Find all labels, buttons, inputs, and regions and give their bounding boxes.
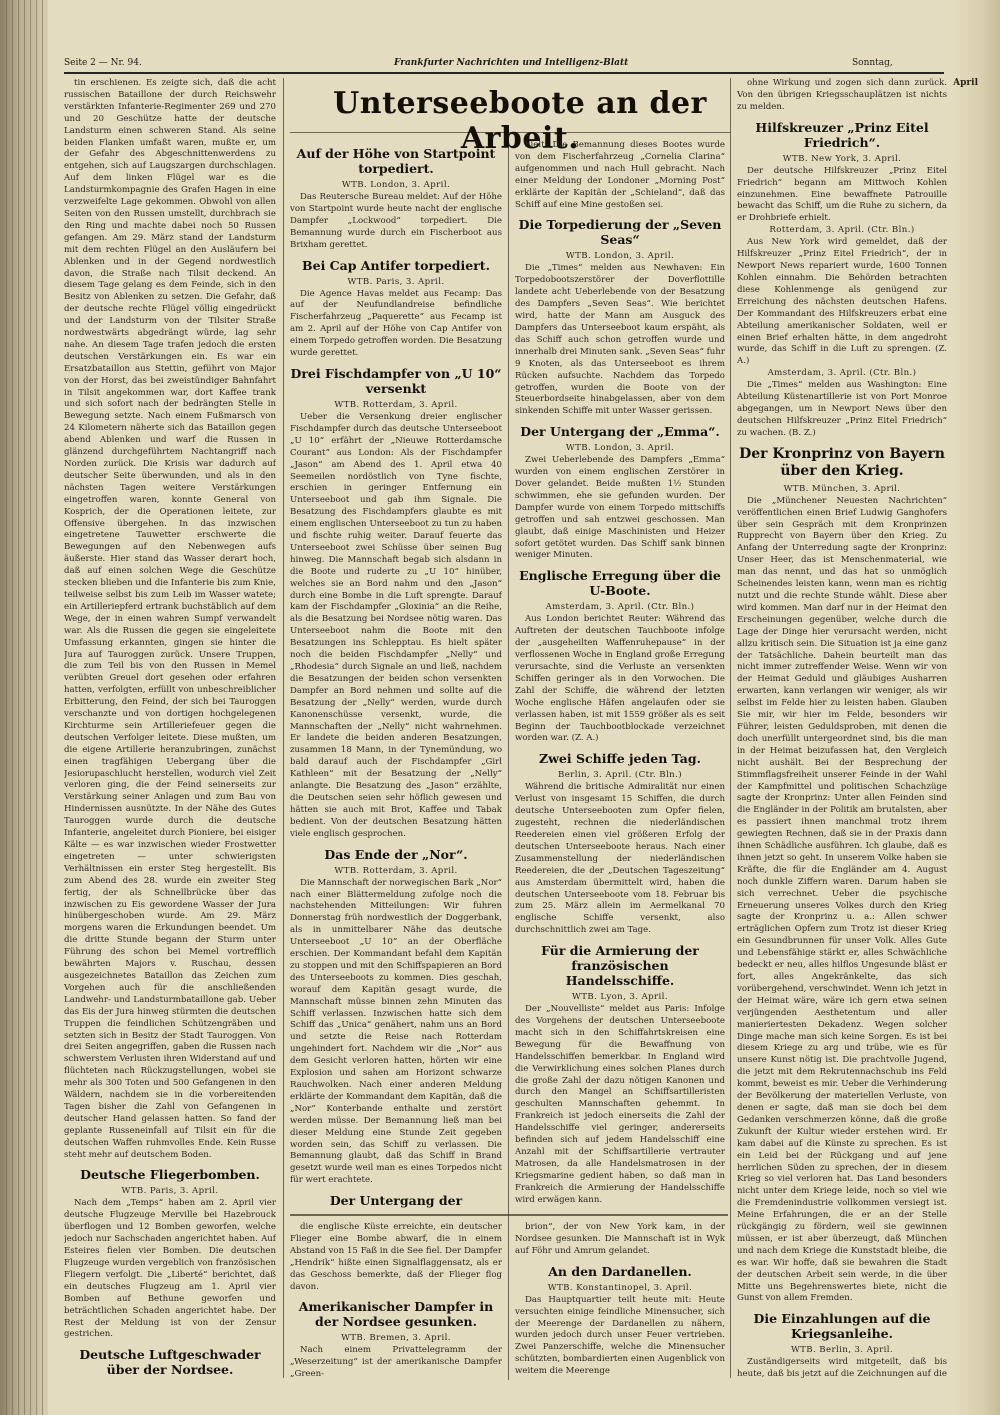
article-text: brion“, der von New York kam, in der Nordsee gesunken. Die Mannschaft ist in Wyk auf Föhr und Amrum gelandet.	[515, 1222, 725, 1256]
page-binding	[0, 0, 48, 1415]
dateline: WTB. München, 3. April.	[783, 483, 901, 494]
article-landsturm: tin erschienen. Es zeigte sich, daß die acht russischen Bataillone der durch Reichswehr verstärkten Infanterie-Regimenter 269 und 270 und 20 Geschütze hatte der deutsche Landsturm einen schweren Stand. Als seine beiden Flanken umfaßt waren, mußte er, um der Gefahr des Abgeschnittenwerdens zu entgehen, sich auf Laugszargen durchschlagen. Auf dem linken Flügel war es die Landsturmkompagnie des Grafen Hagen in eine verzweifelte Lage gekommen. Obwohl von allen Seiten von den Russen umstellt, durchbrach sie den Ring und machte dabei noch 50 Russen gefangen. Am 29. März stand der Landsturm mit dem rechten Flügel an den Ausläufern bei Ablenken und in der Gegend nordwestlich davon, die Straße nach Tilsit deckend. An diesem Tage gelang es dem Feinde, sich in den Besitz von Ablenken zu setzen. Die Gefahr, daß der deutsche rechte Flügel völlig eingedrückt und der Landsturm von der Tilsiter Straße nordwestwärts abgedrängt würde, lag sehr nahe. An diesem Tage trafen jedoch die ersten deutschen Verstärkungen ein. Es war ein Ersatzbataillon aus Stettin, geführt von Major von der Horst, das bei zweistündiger Bahnfahrt in Tilsit angekommen war, dort Kaffee trank und sich sofort nach der bedrängten Stelle in Bewegung setzte. Nach einem Fußmarsch von 24 Kilometern näherte sich das Bataillon gegen abend Ablenken und warf die Russen in glänzend durchgeführtem Nachtangriff nach Norden zurück. Die Krisis war dadurch auf deutscher Seite überwunden, und als in den nächsten Tagen weitere Verstärkungen eingetroffen waren, konnte General von Kosprich, der die Operationen leitete, zur Offensive übergehen. In das inzwischen eingetretene Tauwetter erschwerte die Bewegungen auf den Nebenwegen aufs äußerste. Hier stand das Wasser derart hoch, daß auf einen solchen Wege die Geschütze stecken blieben und die Infanterie bis zum Knie, teilweise selbst bis zum Leib im Wasser watete; ein Artilleriepferd ertrank buchstäblich auf dem Wege, der in einen wahren Sumpf verwandelt war. Als die Russen die gegen sie eingeleitete Umfassung erkannten, gingen sie hinter die Jura auf Tauroggen zurück. Unsere Truppen, die zum Teil bis von den Russen in Memel verübten Greuel dort gesehen oder erfahren hatten, verfolgten, erfüllt von unbeschreiblicher Erbitterung, den Feind, der sich bei Tauroggen verschanzte und von dortigen hochgelegenen Kirchturme sein Artilleriefeuer gegen die deutschen Verfolger leitete. Diese mußten, um die eigene Artillerie heranzubringen, zunächst einen tragfähigen Uebergang über die Jesiorupaschlucht herstellen, wodurch viel Zeit verloren ging, die der Feind seinerseits zur Verstärkung seiner Anlagen und zum Bau von Hindernissen ausnützte. In der Nähe des Gutes Tauroggen wurde durch die deutsche Infanterie, angeleitet durch Pioniere, bei eisiger Kälte — es war inzwischen wieder Frostwetter eingetreten — unter schwierigsten Verhältnissen ein erster Steg hergestellt. Bis zum Abend des 28. wurde ein zweiter Steg fertig, der als Schnellbrücke über das inzwischen zu Eis gewordene Wasser der Jura hinübergeschoben wurde. Am 29. März morgens waren die Erkundungen beendet. Um die dritte Stunde begann der Sturm unter Führung des schon bei Memel vortrefflich bewährten Majors v. Ruschau, dessen ausgezeichnetes Bataillon das Zeichen zum Vorgehen auch für die anschließenden Landwehr- und Landsturmbataillone gab. Ueber das Eis der Jura hinweg stürmten die deutschen Truppen die feindlichen Schützengräben und setzten sich in Besitz der Stadt Tauroggen. Von drei Seiten angegriffen, gaben die Russen nach schwerstem Verlusten ihren Widerstand auf und flüchteten nach Rückzugstellungen, wobei sie mehr als 300 Toten und 500 Gefangenen in den Wäldern, nachdem sie in die vorbereitenden Tagen bisher die Zahl von Gefangenen in deutscher Hand gelassen hatten. So fand der geplante Russeneinfall auf Tilsit ein für die deutschen Waffen ruhmvolles Ende. Kein Russe steht mehr auf deutschem Boden.	[64, 78, 276, 1160]
header-rule	[64, 72, 944, 74]
masthead: Frankfurter Nachrichten und Intelligenz-Blatt	[394, 58, 629, 68]
column-4	[737, 78, 947, 1378]
heading-zwei-schiffe: Zwei Schiffe jeden Tag.	[539, 751, 701, 767]
column-3-bottom	[515, 1222, 725, 1382]
dateline: Berlin, 3. April. (Ctr. Bln.)	[557, 770, 682, 781]
heading-emma: Der Untergang der „Emma“.	[520, 424, 720, 440]
column-3	[515, 140, 725, 1210]
heading-luftgeschwader: Deutsche Luftgeschwader über der Nordsee.	[79, 1347, 261, 1378]
article-text: Das Reutersche Bureau meldet: Auf der Höhe von Startpoint wurde heute nacht der englische Dampfer „Lockwood“ torpediert. Die Bemannung wurde durch ein Fischerboot aus Brixham gerettet.	[290, 192, 502, 250]
dateline: WTB. Paris, 3. April.	[347, 276, 445, 287]
dateline: WTB. London, 3. April.	[341, 180, 451, 190]
dateline: Rotterdam, 3. April. (Ctr. Bln.)	[769, 225, 915, 236]
dateline: WTB. Lyon, 3. April.	[572, 992, 668, 1003]
article-text: Die Agence Havas meldet aus Fecamp: Das auf der Neufundlandreise befindliche Fischerfahrzeug „Paquerette“ aus Fecamp ist am 2. April auf der Höhe von Cap Antifer von einem Torpedo getroffen worden. Die Besatzung wurde gerettet.	[290, 288, 502, 359]
article-text: Aus London berichtet Reuter: Während das Auftreten der deutschen Tauchboote infolge der „ausgeheilten Waffenruhepause“ in der verflossenen Woche in England große Erregung verursachte, sind die Verluste an versenkten Schiffen geringer als in den Vorwochen. Die Zahl der Schiffe, die während der letzten Woche englische Häfen angelaufen oder sie verlassen haben, ist mit 1559 größer als es seit Beginn der Tauchbootblockade verzeichnet worden war. (Z. A.)	[515, 614, 725, 744]
heading-fliegerbomben: Deutsche Fliegerbomben.	[80, 1167, 260, 1183]
article-text: Nach einem Privattelegramm der „Weserzeitung“ ist der amerikanische Dampfer „Green-	[290, 1345, 502, 1380]
dateline: WTB. Rotterdam, 3. April.	[334, 865, 458, 876]
dateline: Amsterdam, 3. April. (Ctr. Bln.)	[545, 602, 695, 613]
heading-dardanellen: An den Dardanellen.	[548, 1263, 692, 1279]
heading-startpoint: Auf der Höhe von Startpoint torpediert.	[296, 146, 496, 176]
page-number: Seite 2 — Nr. 94.	[64, 58, 142, 68]
column-2-bottom	[290, 1222, 502, 1382]
heading-armierung: Für die Armierung der französischen Handelsschiffe.	[541, 943, 699, 989]
article-text: ohne Wirkung und zogen sich dann zurück. Von den übrigen Kriegsschauplätzen ist nichts zu melden.	[737, 78, 947, 112]
section-rule	[290, 1214, 728, 1216]
article-text: Die „Münchener Neuesten Nachrichten“ veröffentlichen einen Brief Ludwig Ganghofers über sein Gespräch mit dem Kronprinzen Rupprecht von Bayern über den Krieg. Zu Anfang der Unterredung sagte der Kronprinz: Unser Heer, das ist Menschenmaterial, wie man das nennt, und das hat so unmöglich Scheinendes leisten kann, wenn man es richtig nutzt und die rechte Stunde wählt. Diese aber wird kommen. Man darf nur in der Heimat den Erscheinungen gegenüber, welche durch die Lage der Dinge hier verursacht werden, nicht allzu kritisch sein. Die Situation ist ja eine ganz der Tatsächliche. Dahein beurteilt man das nicht immer zutreffender Weise. Wenn wir von der Heimat Geduld und gläubiges Ausharren erwarten, kann verlangen wir weniger, als wir selbst im Felde hier zu leisten haben. Glauben Sie mir, wir hier im Felde, besonders wir Führer, leisten Geduldsproben, mit denen die doch unerfüllt untergeordnet sind, bis die man in der Heimat beizufassen hat, den Vergleich nicht aushält. Bei der Besprechung der Stimmflagsfreiheit unserer Feinde in der Wahl der Kampfmittel und politischen Schachzüge sagte der Kronprinz: Unter allen Feinden sind die Engländer in der Politik am brutalsten, aber es passiert ihnen manchmal trotz ihrem gewiegten Rechnen, daß sie in der Praxis dann ihnen Schädliche ausführen. Ich glaube, daß es ihnen jetzt so geht. In unserem Volke haben sie Kräfte, die für die Engländer am 4. August noch dunkle Ziffern waren. Darum haben sie sich verrechnet. Ueber die psychische Erneuerung unseres Volkes durch den Krieg sagte der Kronprinz u. a.: Allen schwer erträglichen Opfern zum Trotz ist dieser Krieg ein Gesundbrunnen für unser Volk. Alles Gute und Lebensfähige stärkt er, alles Schwächliche bedeckt er neu, alles hilflos Ungesunde bläst er fort, alles Angekränkelte, das sich vorübergehend, verschwindet. Wenn ich jetzt in der Heimat wäre, wäre ich gern etwa seinen verjüngenden Aesthetentum und aller manieriertesten Dekadenz. Wegen solcher Dinge mache man sich keine Sorgen. Es ist bei diesem Kriege zu arg und trübe, wie es für unsere Kunst nötig ist. Die prachtvolle Jugend, die jetzt mit dem Rekrutennachschub ins Feld kommt, beweist es mir. Ueber die Verhinderung der Bevölkerung der materiellen Verluste, von denen er sagte, daß man sie doch bei dem Gedanken verschmerzen könne, daß die große Zukunft der Kultur wieder erstehen wird. Er kam dabei auf die Künste zu sprechen. Es ist ein Leid bei der Rückgang und auf jene herrlichen Süden zu sprechen, der in diesem Krieg so viel verloren hat. Das Land besonders nicht unter dem Kriege leide, noch so viel wie die Fremdenindustrie vollkommen versiegt ist. Meine Erfahrungen, die er an der Stelle rückgängig zu fördern, weil sie gewinnen müssen, er ist aber überzeugt, daß München und nach dem Kriege die Kunststadt bleibe, die es war. Wir hoffe, daß sie bewahren die Stadt der deutschen Arbeit sein werde, in die über Mitte uns Begehrenswertes biete, nicht die Gunst von allem Fremden.	[737, 495, 947, 1304]
article-text: Der deutsche Hilfskreuzer „Prinz Eitel Friedrich“ begann am Mittwoch Kohlen einzunehmen. Eine bewaffnete Patrouille bewacht das Schiff, um die Ruhe zu sichern, da er Drohbriefe erhielt.	[737, 165, 947, 224]
column-2	[290, 140, 502, 1210]
heading-amerik-dampfer: Amerikanischer Dampfer in der Nordsee gesunken.	[298, 1299, 494, 1330]
column-1	[64, 78, 276, 1378]
dateline: Amsterdam, 3. April. (Ctr. Bln.)	[767, 368, 917, 379]
article-text: Die „Times“ melden aus Newhaven: Ein Torpedobootszerstörer der Doverflottille landete acht Ueberlebende von der Besatzung des Dampfers „Seven Seas“. Wie berichtet wird, hatte der Mann am Ausguck des Dampfers das Unterseeboot kaum erspäht, als das Schiff auch schon getroffen wurde und innerhalb drei Minuten sank. „Seven Seas“ fuhr 9 Knoten, als das Unterseeboot es ihrem Rücken aufsuchte. Nachdem das Torpedo getroffen, wurden die Boote von der Steuerbordseite hinabgelassen, aber von dem sinkenden Schiffe mit unter Wasser gerissen.	[515, 263, 725, 417]
article-text: Das Hauptquartier teilt heute mit: Heute versuchten einige feindliche Minensucher, sich der Meerenge der Dardanellen zu nähern, wurden jedoch durch unser Feuer vertrieben. Zwei Panzerschiffe, welche die Minensucher schützten, bombardierten einen Augenblick von weitem die Meerenge	[515, 1294, 725, 1377]
dateline: WTB. Paris, 3. April.	[121, 1186, 219, 1197]
article-text: Zwei Ueberlebende des Dampfers „Emma“ wurden von einem englischen Zerstörer in Dover gelandet. Beide mußten 1½ Stunden schwimmen, ehe sie gefunden wurden. Der Dampfer wurde von einem Torpedo mittschiffs getroffen und sah entzwei geschossen. Man glaubt, daß einige Maschinisten und Heizer sofort getötet wurden. Das Schiff sank binnen weniger Minuten.	[515, 455, 725, 561]
dateline: WTB. London, 3. April.	[565, 251, 675, 262]
heading-antifer: Bei Cap Antifer torpediert.	[302, 257, 490, 273]
article-text: die englische Küste erreichte, ein deutscher Flieger eine Bombe abwarf, die in einem Abstand von 15 Faß in die See fiel. Der Dampfer „Hendrik“ hißte einen Signalflaggensatz, als er das Geschoss bemerkte, daß der Flieger flog davon.	[290, 1222, 502, 1292]
heading-nor: Das Ende der „Nor“.	[324, 846, 468, 862]
column-rule	[508, 140, 509, 1380]
dateline: WTB. Rotterdam, 3. April.	[334, 399, 458, 410]
page-edge	[954, 0, 1000, 1415]
dateline: WTB. London, 3. April.	[565, 443, 675, 454]
dateline: WTB. New York, 3. April.	[782, 153, 902, 164]
article-text: Während die britische Admiralität nur einen Verlust von insgesamt 15 Schiffen, die durch deutsche Unterseebooten zum Opfer fielen, zugesteht, rechnen die niederländischen Reedereien einen viel größeren Erfolg der deutschen Unterseeboote heraus. Nach einer Zusammenstellung der niederländischen Reedereien, die der „Deutschen Tageszeitung“ aus Amsterdam übermittelt wird, haben die deutschen Unterseeboote vom 18. Februar bis zum 25. März allein im Aermelkanal 70 englische Schiffe versenkt, also durchschnittlich zwei am Tage.	[515, 782, 725, 936]
article-text: Die Mannschaft der norwegischen Bark „Nor“ nach einer Blättermeldung zufolge noch die nachstehenden Mitteilungen: Wir fuhren Donnerstag früh nordwestlich der Doggerbank, als in unmittelbarer Nähe das deutsche Unterseeboot „U 10“ an der Oberfläche erschien. Der Kommandant befahl dem Kapitän zu stoppen und mit den Schiffspapieren an Bord des Unterseeboots zu kommen. Dies geschah, worauf dem Kapitän gesagt wurde, die Mannschaft müsse binnen zehn Minuten das Schiff verlassen. Inzwischen hatte sich dem Schiff das „Unica“ genähert, nahm uns an Bord und setzte die Reise nach Rotterdam ungehindert fort. Nachdem wir die „Nor“ aus dem Gesicht verloren hatten, hörten wir eine Explosion und sahen am Horizont schwarze Rauchwolken. Nach einer anderen Meldung erklärte der Kommandant dem Kapitän, daß die „Nor“ Konterbande enthalte und zerstört werden müsse. Der Bemannung ließ man bei dieser Meldung eine Stunde Zeit gegeben worden sein, das Schiff zu verlassen. Die Bemannung glaubt, daß das Schiff in Brand gesetzt wurde weil man es eines Torpedos nicht für wert erachtete.	[290, 877, 502, 1186]
article-text: Ueber die Versenkung dreier englischer Fischdampfer durch das deutsche Unterseeboot „U 10“ erfährt der „Nieuwe Rotterdamsche Courant“ aus London: Als der Fischdampfer „Jason“ am Abend des 1. April etwa 40 Seemeilen nordöstlich von Tyne fischte, erschien in geringer Entfernung ein Unterseeboot und gab ihm Signale. Die Besatzung des Fischdampfers glaubte es mit einem englischen Unterseeboot zu tun zu haben und fischte ruhig weiter. Darauf feuerte das Unterseeboot zwei Schüsse über seinen Bug hinweg. Die Mannschaft begab sich alsdann in die Boote und ruderte zu „U 10“ hinüber, welches sie an Bord nahm und den „Jason“ durch eine Bombe in die Luft sprengte. Darauf kam der Fischdampfer „Gloxinia“ an die Reihe, als die Besatzung bei Nordsee nötig waren. Das Unterseeboot nahm die Boote mit den Besatzungen ins Schlepptau. Es hielt später noch die beiden Fischdampfer „Nelly“ und „Rhodesia“ durch Signale an und ließ, nachdem die Besatzungen der beiden schon versenkten Dampfer an Bord nehmen und sollte auf die Besatzung der „Nelly“ werden, wurde durch Kanonenschüsse versenkt, wurde, die Mannschaften der „Nelly“ nicht wahrnehmen. Er landete die beiden anderen Besatzungen, zusammen 18 Mann, in der Tynemündung, wo bald darauf auch der Fischdampfer „Girl Kathleen“ mit der Besatzung der „Nelly“ anlangte. Die Besatzung des „Jason“ erzählte, die Deutschen seien sehr höflich gewesen und hätten sie auch mit Brot, Kaffee und Tabak bedient. Von der deutschen Besatzung hätten viele englisch gesprochen.	[290, 411, 502, 839]
heading-kronprinz: Der Kronprinz von Bayern über den Krieg.	[739, 445, 945, 479]
article-text: Der „Nouvelliste“ meldet aus Paris: Infolge des Vorgehens der deutschen Unterseeboote macht sich in den Schiffahrtskreisen eine Bewegung für die Bewaffnung von Handelsschiffen bemerkbar. In England wird die Verwirklichung eines solchen Planes durch die große Zahl der dazu nötigen Kanonen und durch den Mangel an Schiffsartilleristen geschulten Mannschaften gehemmt. In Frankreich ist jedoch einerseits die Zahl der Handelsschiffe viel geringer, andererseits befinden sich auf jedem Handelsschiff eine Anzahl mit der Schiffsartillerie vertrauter Matrosen, da alle Handelsmatrosen in der Kriegsmarine gedient haben, so daß man in Frankreich die Armierung der Handelsschiffe wird erwägen kann.	[515, 1004, 725, 1205]
article-text: Zuständigerseits wird mitgeteilt, daß bis heute, daß bis jetzt auf die Zeichnungen auf die	[737, 1357, 947, 1378]
dateline: WTB. Konstantinopel, 3. April.	[547, 1282, 693, 1293]
article-text: Aus New York wird gemeldet, daß der Hilfskreuzer „Prinz Eitel Friedrich“, der in Newport News repariert wurde, 1600 Tonnen Kohlen einnahm. Die Behörden betrachten diese Kohlenmenge als genügend zur Erreichung des nächsten deutschen Hafens. Der Kommandant des Hilfskreuzers erbat eine Abteilung amerikanischer Soldaten, weil er einen Brief erhalten hätte, in dem angedroht wurde, das Schiff in die Luft zu sprengen. (Z. A.)	[737, 237, 947, 367]
dateline: WTB. Berlin, 3. April.	[790, 1345, 894, 1356]
date-stamp: April	[953, 78, 978, 88]
heading-erregung: Englische Erregung über die U-Boote.	[519, 568, 721, 599]
article-text: Nach dem „Temps“ haben am 2. April vier deutsche Flugzeuge Merville bei Hazebrouck überflogen und 12 Bomben geworfen, welche jedoch nur Sachschaden angerichtet haben. Auf Esteires fielen vier Bomben. Die deutschen Flugzeuge wurden vergeblich von französischen Fliegern verfolgt. Die „Liberté“ berichtet, daß ein deutsches Flugzeug am 1. April vier Bomben auf Bethune geworfen und beträchtlichen Schaden angerichtet habe. Der Rest der Meldung ist von der Zensur gestrichen.	[64, 1198, 276, 1340]
heading-seven-seas: Die Torpedierung der „Seven Seas“	[518, 217, 722, 248]
heading-einzahlungen: Die Einzahlungen auf die Kriegsanleihe.	[753, 1311, 931, 1342]
header-day: Sonntag,	[852, 58, 893, 68]
column-rule	[283, 78, 284, 1378]
column-rule	[730, 78, 731, 1378]
heading-hilfskreuzer: Hilfskreuzer „Prinz Eitel Friedrich“.	[755, 119, 929, 150]
main-headline: Unterseeboote an der Arbeit.	[333, 86, 707, 156]
heading-schieland: Der Untergang der	[329, 1193, 463, 1209]
heading-fischdampfer: Drei Fischdampfer von „U 10“ versenkt	[290, 365, 502, 396]
article-text: hielt. Die Bemannung dieses Bootes wurde von dem Fischerfahrzeug „Cornelia Clarina“ aufgenommen und nach Hull gebracht. Nach einer Meldung der Londoner „Morning Post“ erklärte der Kapitän der „Schieland“, daß das Schiff auf eine Mine gestoßen sei.	[515, 140, 725, 210]
article-text: Die „Times“ melden aus Washington: Eine Abteilung Küstenartillerie ist von Port Monroe abgegangen, um in Newport News über den deutschen Hilfskreuzer „Prinz Eitel Friedrich“ zu wachen. (B. Z.)	[737, 380, 947, 438]
dateline: WTB. Bremen, 3. April.	[341, 1333, 451, 1344]
